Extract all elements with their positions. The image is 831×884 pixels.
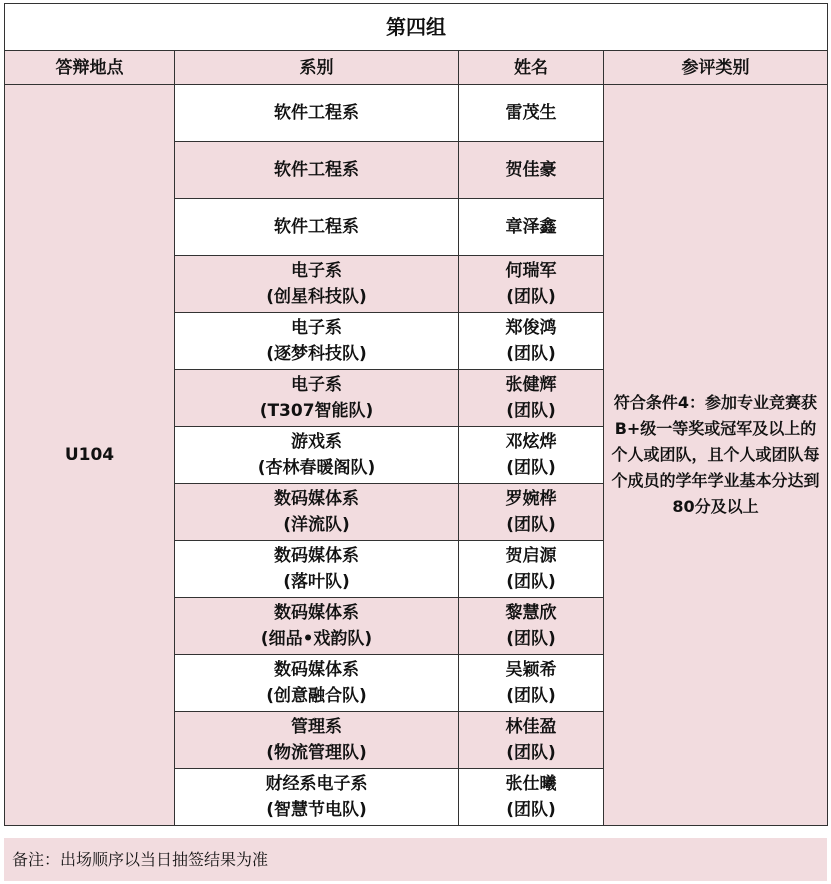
name-cell	[459, 370, 604, 427]
team-tag: (团队)	[506, 287, 556, 307]
team-line: (细品•戏韵队)	[260, 629, 373, 649]
dept-cell	[175, 541, 459, 598]
dept-cell	[175, 313, 459, 370]
team-line: (创意融合队)	[266, 686, 367, 706]
name-cell	[459, 655, 604, 712]
dept-line: 电子系	[291, 261, 342, 281]
name-line: 罗婉桦	[505, 489, 557, 509]
name-cell	[459, 484, 604, 541]
name-cell	[459, 541, 604, 598]
name-line: 黎慧欣	[505, 603, 557, 623]
dept-line: 软件工程系	[274, 217, 359, 237]
dept-line: 数码媒体系	[274, 546, 359, 566]
team-line: (物流管理队)	[266, 743, 367, 763]
header-room: 答辩地点	[5, 51, 175, 85]
team-tag: (团队)	[506, 800, 556, 820]
results-sheet	[4, 3, 827, 826]
name-line: 张健辉	[505, 375, 557, 395]
team-line: (创星科技队)	[266, 287, 367, 307]
room-cell: U104	[5, 85, 175, 826]
dept-cell	[175, 769, 459, 826]
name-cell	[459, 769, 604, 826]
dept-cell	[175, 85, 459, 142]
dept-line: 管理系	[291, 717, 342, 737]
header-name: 姓名	[459, 51, 604, 85]
name-line: 郑俊鸿	[505, 318, 557, 338]
dept-cell	[175, 256, 459, 313]
dept-cell	[175, 484, 459, 541]
team-tag: (团队)	[506, 458, 556, 478]
dept-line: 软件工程系	[274, 103, 359, 123]
header-category: 参评类别	[604, 51, 828, 85]
team-tag: (团队)	[506, 629, 556, 649]
dept-cell	[175, 598, 459, 655]
dept-cell	[175, 370, 459, 427]
name-line: 贺启源	[505, 546, 557, 566]
name-line: 张仕曦	[505, 774, 557, 794]
team-tag: (团队)	[506, 515, 556, 535]
dept-line: 数码媒体系	[274, 489, 359, 509]
name-line: 邓炫烨	[505, 432, 557, 452]
name-line: 章泽鑫	[505, 217, 557, 237]
dept-line: 财经系电子系	[265, 774, 368, 794]
team-tag: (团队)	[506, 572, 556, 592]
team-line: (洋流队)	[283, 515, 350, 535]
dept-cell	[175, 199, 459, 256]
team-line: (杏林春暖阁队)	[257, 458, 376, 478]
header-dept: 系别	[175, 51, 459, 85]
dept-line: 数码媒体系	[274, 660, 359, 680]
team-tag: (团队)	[506, 743, 556, 763]
table-title: 第四组	[5, 4, 828, 51]
name-cell	[459, 427, 604, 484]
dept-cell	[175, 142, 459, 199]
name-line: 雷茂生	[505, 103, 557, 123]
dept-cell	[175, 655, 459, 712]
team-line: (T307智能队)	[259, 401, 374, 421]
dept-line: 游戏系	[291, 432, 342, 452]
team-line: (智慧节电队)	[266, 800, 367, 820]
category-cell: 符合条件4：参加专业竞赛获B+级一等奖或冠军及以上的个人或团队，且个人或团队每个成员的学年学业基本分达到80分及以上	[604, 85, 828, 826]
name-line: 林佳盈	[505, 717, 557, 737]
name-cell	[459, 256, 604, 313]
team-tag: (团队)	[506, 401, 556, 421]
name-cell	[459, 142, 604, 199]
table-row	[5, 85, 828, 142]
dept-line: 数码媒体系	[274, 603, 359, 623]
name-line: 贺佳豪	[505, 160, 557, 180]
dept-line: 电子系	[291, 375, 342, 395]
name-line: 吴颖希	[505, 660, 557, 680]
name-cell	[459, 313, 604, 370]
team-tag: (团队)	[506, 344, 556, 364]
name-cell	[459, 85, 604, 142]
name-cell	[459, 598, 604, 655]
team-line: (逐梦科技队)	[266, 344, 367, 364]
dept-cell	[175, 712, 459, 769]
group-table	[4, 3, 828, 826]
name-line: 何瑞军	[505, 261, 557, 281]
dept-line: 软件工程系	[274, 160, 359, 180]
name-cell	[459, 199, 604, 256]
dept-cell	[175, 427, 459, 484]
dept-line: 电子系	[291, 318, 342, 338]
team-line: (落叶队)	[283, 572, 350, 592]
name-cell	[459, 712, 604, 769]
footnote: 备注：出场顺序以当日抽签结果为准	[4, 838, 827, 881]
team-tag: (团队)	[506, 686, 556, 706]
